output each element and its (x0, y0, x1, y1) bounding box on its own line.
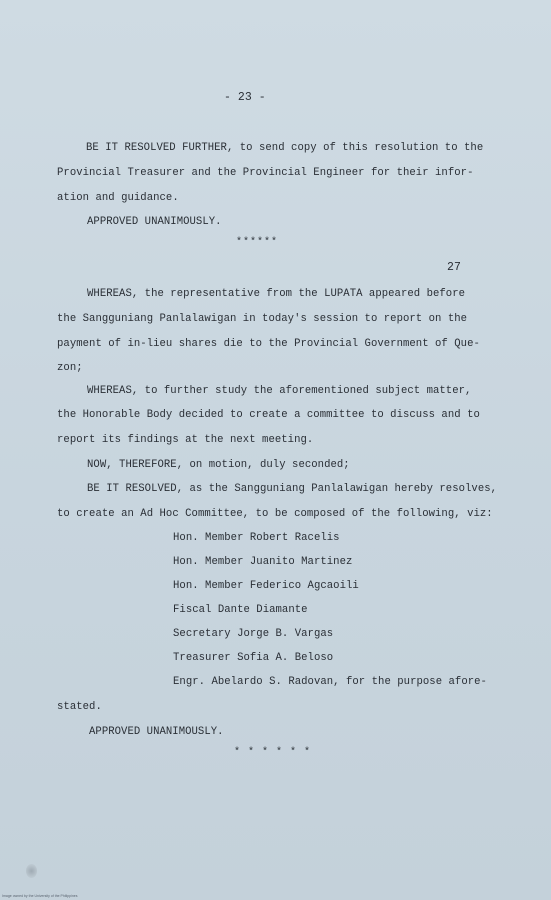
whereas-2-line-3: report its findings at the next meeting. (57, 434, 314, 446)
resolution-number: 27 (447, 261, 461, 274)
approval-statement: APPROVED UNANIMOUSLY. (89, 726, 224, 738)
whereas-1-line-2: the Sangguniang Panlalawigan in today's session to report on the (57, 313, 468, 325)
scan-footer-note: Image owned by the University of the Philippines (2, 894, 78, 898)
end-separator: * * * * * * (234, 747, 312, 758)
whereas-2-line-2: the Honorable Body decided to create a committee to discuss and to (57, 409, 480, 421)
resolved-further-line-2: Provincial Treasurer and the Provincial Engineer for their infor- (57, 167, 474, 179)
resolved-line-1: BE IT RESOLVED, as the Sangguniang Panlalawigan hereby resolves, (87, 483, 498, 495)
committee-member: Engr. Abelardo S. Radovan, for the purpose afore- (173, 676, 487, 688)
committee-member: Treasurer Sofia A. Beloso (173, 652, 334, 664)
now-therefore-line: NOW, THEREFORE, on motion, duly seconded; (87, 459, 350, 471)
whereas-2-line-1: WHEREAS, to further study the aforementioned subject matter, (87, 385, 472, 397)
whereas-1-line-4: zon; (57, 362, 83, 374)
approval-statement: APPROVED UNANIMOUSLY. (87, 216, 222, 228)
page-number: - 23 - (224, 91, 266, 104)
ink-smudge (26, 864, 37, 878)
committee-member: Hon. Member Robert Racelis (173, 532, 340, 544)
resolved-further-line-3: ation and guidance. (57, 192, 179, 204)
resolved-further-line-1: BE IT RESOLVED FURTHER, to send copy of this resolution to the (86, 142, 484, 154)
committee-member: Hon. Member Federico Agcaoili (173, 580, 359, 592)
whereas-1-line-3: payment of in-lieu shares die to the Provincial Government of Que- (57, 338, 480, 350)
whereas-1-line-1: WHEREAS, the representative from the LUPATA appeared before (87, 288, 466, 300)
section-separator: ****** (236, 237, 279, 248)
committee-member: Fiscal Dante Diamante (173, 604, 308, 616)
committee-member: Hon. Member Juanito Martinez (173, 556, 353, 568)
stated-line: stated. (57, 701, 102, 713)
committee-member: Secretary Jorge B. Vargas (173, 628, 334, 640)
resolved-line-2: to create an Ad Hoc Committee, to be composed of the following, viz: (57, 508, 493, 520)
